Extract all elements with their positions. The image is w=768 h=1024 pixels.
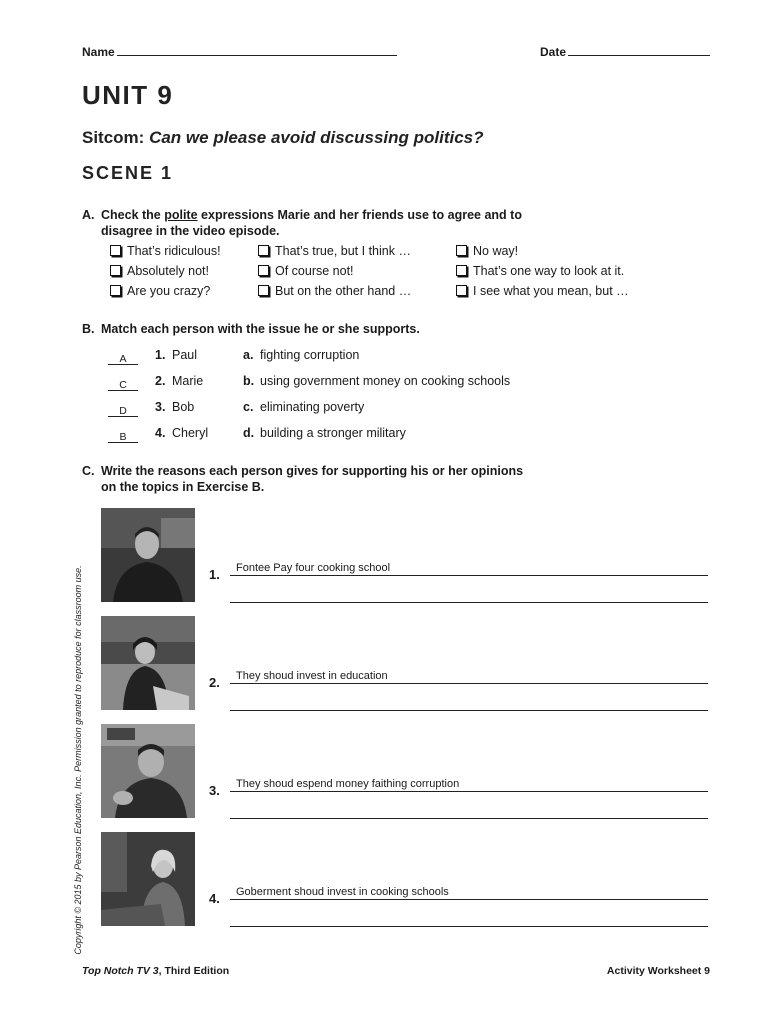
date-input-line[interactable] <box>568 44 710 56</box>
issue-letter-cell <box>243 345 253 365</box>
handwritten-answer: Goberment shoud invest in cooking schools <box>236 886 449 898</box>
exercise-b-instr-text: Match each person with the issue he or she supports. <box>101 322 420 336</box>
person-name: Paul <box>172 348 198 362</box>
issue-letter: b. <box>243 374 255 388</box>
exercise-c-letter: C. <box>82 464 95 478</box>
photo-marie <box>101 616 195 710</box>
checkbox-icon[interactable] <box>456 245 467 256</box>
match-answer-blank[interactable]: C <box>108 376 138 391</box>
issue-text: fighting corruption <box>260 348 360 362</box>
checklist-item[interactable] <box>110 262 209 280</box>
answer-line-blank[interactable] <box>230 696 708 711</box>
person-name-cell <box>172 345 197 365</box>
exercise-a-instr-line2: disagree in the video episode. <box>101 224 280 238</box>
checklist-item-label: But on the other hand … <box>275 284 412 298</box>
issue-letter-cell <box>243 423 254 443</box>
answer-number: 1. <box>209 567 220 582</box>
checklist-item-label: Absolutely not! <box>127 264 209 278</box>
checkbox-icon[interactable] <box>258 265 269 276</box>
issue-letter: d. <box>243 426 255 440</box>
checkbox-icon[interactable] <box>258 285 269 296</box>
checklist-item-label: I see what you mean, but … <box>473 284 629 298</box>
footer-edition: , Third Edition <box>158 965 230 977</box>
checklist-item[interactable] <box>110 242 221 260</box>
issue-text: building a stronger military <box>260 426 406 440</box>
exercise-c-instr-line1: Write the reasons each person gives for supporting his or her opinions <box>101 464 524 478</box>
issue-text-cell <box>260 397 364 417</box>
photo-bob <box>101 724 195 818</box>
checkbox-icon[interactable] <box>110 245 121 256</box>
person-number-cell <box>155 345 165 365</box>
answer-line-blank[interactable] <box>230 588 708 603</box>
answer-number: 3. <box>209 783 220 798</box>
checklist-item[interactable] <box>258 262 354 280</box>
checklist-item-label: That’s ridiculous! <box>127 244 221 258</box>
answer-line[interactable] <box>230 885 708 900</box>
exercise-c-instr-line2: on the topics in Exercise B. <box>101 480 265 494</box>
checklist-item[interactable] <box>110 282 210 300</box>
person-name-cell <box>172 397 194 417</box>
person-number: 2. <box>155 374 166 388</box>
person-number: 1. <box>155 348 166 362</box>
answer-line[interactable] <box>230 561 708 576</box>
copyright-notice: Copyright © 2015 by Pearson Education, Inc. Permission granted to reproduce for classroom use. <box>73 565 83 955</box>
checklist-item[interactable] <box>258 282 411 300</box>
checkbox-icon[interactable] <box>258 245 269 256</box>
match-answer-blank[interactable]: D <box>108 402 138 417</box>
handwritten-answer: They shoud invest in education <box>236 670 388 682</box>
checklist-item-label: No way! <box>473 244 519 258</box>
sitcom-label: Sitcom: <box>82 128 145 147</box>
match-answer-blank-cell <box>108 423 138 443</box>
date-label: Date <box>540 45 567 59</box>
exercise-a-instr-pre: Check the <box>101 208 165 222</box>
footer-worksheet: Activity Worksheet 9 <box>606 965 710 977</box>
name-label: Name <box>82 45 115 59</box>
person-name-cell <box>172 423 208 443</box>
answer-line[interactable] <box>230 669 708 684</box>
checklist-item-label: Are you crazy? <box>127 284 211 298</box>
answer-number: 4. <box>209 891 220 906</box>
checkbox-icon[interactable] <box>456 285 467 296</box>
issue-letter: a. <box>243 348 254 362</box>
match-answer-blank-cell <box>108 371 138 391</box>
person-number: 4. <box>155 426 166 440</box>
exercise-b-instructions <box>82 321 420 337</box>
sitcom-title: Can we please avoid discussing politics? <box>149 128 484 147</box>
person-number-cell <box>155 371 165 391</box>
name-input-line[interactable] <box>117 44 397 56</box>
checklist-item[interactable] <box>456 262 624 280</box>
checkbox-icon[interactable] <box>110 265 121 276</box>
person-number: 3. <box>155 400 166 414</box>
person-name: Cheryl <box>172 426 209 440</box>
person-number-cell <box>155 397 165 417</box>
name-field[interactable] <box>82 44 397 59</box>
handwritten-answer: Fontee Pay four cooking school <box>236 562 391 574</box>
match-answer-blank[interactable]: A <box>108 350 138 365</box>
issue-text-cell <box>260 371 510 391</box>
date-field[interactable] <box>540 44 710 59</box>
checklist-item-label: Of course not! <box>275 264 354 278</box>
exercise-a-instr-underlined: polite <box>164 208 198 222</box>
person-name: Marie <box>172 374 204 388</box>
checklist-item[interactable] <box>456 282 629 300</box>
checklist-item-label: That’s true, but I think … <box>275 244 411 258</box>
footer-book-title: Top Notch TV 3 <box>82 965 159 977</box>
match-answer-blank-cell <box>108 397 138 417</box>
exercise-b-letter: B. <box>82 322 95 336</box>
checklist-item-label: That’s one way to look at it. <box>473 264 625 278</box>
answer-line-blank[interactable] <box>230 804 708 819</box>
issue-text: using government money on cooking schools <box>260 374 511 388</box>
checklist-item[interactable] <box>258 242 411 260</box>
match-answer-blank-cell <box>108 345 138 365</box>
photo-cheryl <box>101 832 195 926</box>
handwritten-answer: They shoud espend money faithing corruption <box>236 778 460 790</box>
footer-book <box>82 965 229 977</box>
issue-text: eliminating poverty <box>260 400 365 414</box>
issue-text-cell <box>260 345 359 365</box>
match-answer-blank[interactable]: B <box>108 428 138 443</box>
unit-title: UNIT 9 <box>82 80 174 110</box>
photo-paul <box>101 508 195 602</box>
exercise-a-letter: A. <box>82 208 95 222</box>
sitcom-heading <box>82 128 484 148</box>
exercise-c-instructions <box>82 463 523 495</box>
person-name: Bob <box>172 400 195 414</box>
issue-text-cell <box>260 423 406 443</box>
issue-letter-cell <box>243 397 253 417</box>
checklist-item[interactable] <box>456 242 518 260</box>
exercise-a-instructions <box>82 207 522 239</box>
answer-number: 2. <box>209 675 220 690</box>
issue-letter-cell <box>243 371 254 391</box>
answer-line-blank[interactable] <box>230 912 708 927</box>
answer-line[interactable] <box>230 777 708 792</box>
issue-letter: c. <box>243 400 254 414</box>
checkbox-icon[interactable] <box>456 265 467 276</box>
person-name-cell <box>172 371 203 391</box>
checkbox-icon[interactable] <box>110 285 121 296</box>
scene-title: SCENE 1 <box>82 163 174 183</box>
person-number-cell <box>155 423 165 443</box>
exercise-a-instr-post: expressions Marie and her friends use to agree and to <box>197 208 522 222</box>
